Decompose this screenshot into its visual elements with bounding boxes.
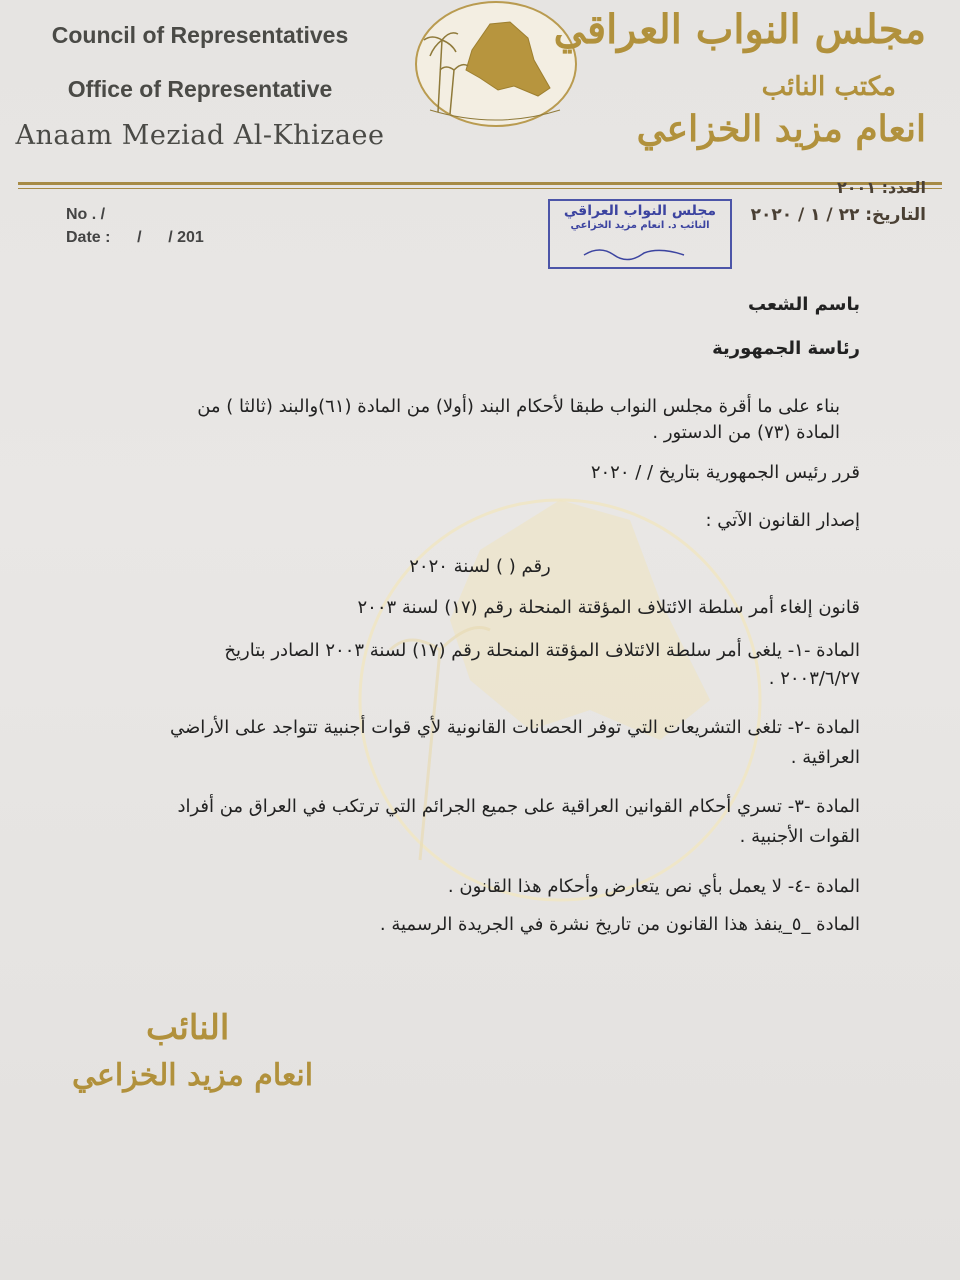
article-4: المادة -٤- لا يعمل بأي نص يتعارض وأحكام هذا القانون .: [447, 876, 860, 897]
header-council-en: Council of Representatives: [51, 22, 349, 48]
law-number: رقم ( ) لسنة ٢٠٢٠: [409, 556, 551, 577]
signature-title: النائب: [146, 1008, 230, 1048]
heading-in-the-name-of-people: باسم الشعب: [747, 294, 860, 315]
watermark-emblem-icon: [330, 480, 790, 920]
header-office-ar: مكتب النائب: [761, 72, 896, 102]
paragraph-basis: بناء على ما أقرة مجلس النواب طبقا لأحكام البند (أولا) من المادة (٦١)والبند (ثالثا ) من المادة (٧٣) من الدستور .: [197, 396, 840, 443]
header-name-ar: انعام مزيد الخزاعي: [636, 108, 926, 150]
paragraph-decision: قرر رئيس الجمهورية بتاريخ / / ٢٠٢٠: [590, 462, 860, 483]
official-stamp: [548, 199, 732, 269]
article-5: المادة _٥_ينفذ هذا القانون من تاريخ نشرة في الجريدة الرسمية .: [379, 914, 860, 935]
stamp-signature-icon: [580, 243, 690, 263]
date-label-en: Date : / / 201: [66, 229, 204, 246]
number-ar: العدد: ٢٠٠١: [836, 178, 926, 197]
stamp-line-2: النائب د. انعام مزيد الخزاعي: [570, 220, 710, 231]
number-label-en: No . /: [66, 206, 106, 223]
header-divider: [18, 182, 942, 185]
header-name-en: Anaam Meziad Al-Khizaee: [15, 120, 385, 151]
paragraph-issue: إصدار القانون الآتي :: [705, 510, 860, 531]
law-title: قانون إلغاء أمر سلطة الائتلاف المؤقتة المنحلة رقم (١٧) لسنة ٢٠٠٣: [357, 597, 860, 618]
header-divider-thin: [18, 188, 942, 189]
article-1: المادة -١- يلغى أمر سلطة الائتلاف المؤقتة المنحلة رقم (١٧) لسنة ٢٠٠٣ الصادر بتاريخ ٢٠٠٣/٦/٢٧ .: [224, 640, 860, 689]
date-ar: التاريخ: ٢٢ / ١ / ٢٠٢٠: [750, 205, 926, 225]
header-council-ar: مجلس النواب العراقي: [553, 6, 926, 53]
article-2: المادة -٢- تلغى التشريعات التي توفر الحصانات القانونية لأي قوات أجنبية تتواجد على الأراضي العراقية .: [170, 717, 860, 768]
heading-presidency: رئاسة الجمهورية: [712, 338, 860, 359]
stamp-line-1: مجلس النواب العراقي: [563, 203, 717, 219]
signature-name: انعام مزيد الخزاعي: [72, 1058, 314, 1093]
header-office-en: Office of Representative: [67, 76, 333, 102]
article-3: المادة -٣- تسري أحكام القوانين العراقية على جميع الجرائم التي ترتكب في العراق من أفراد القوات الأجنبية .: [177, 796, 860, 847]
